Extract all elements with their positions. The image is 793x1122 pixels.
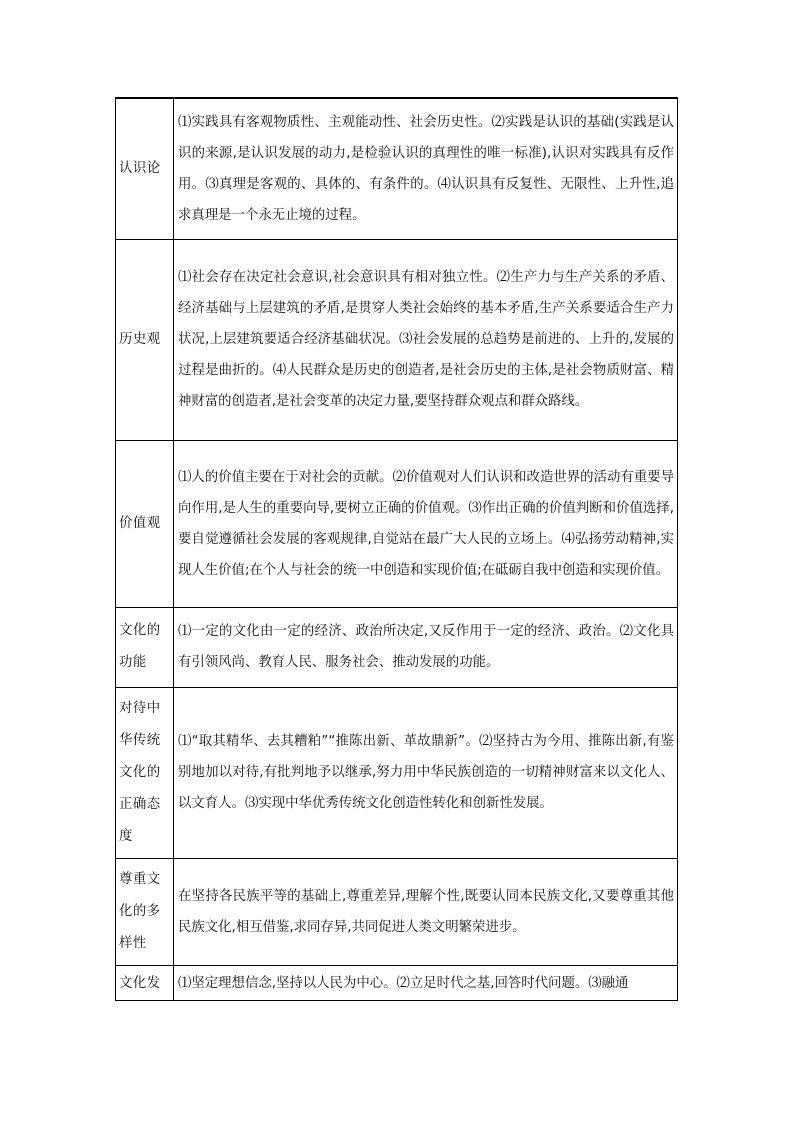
row-topic: 尊重文化的多样性	[116, 858, 174, 965]
row-topic: 文化的功能	[116, 607, 174, 687]
row-topic: 认识论	[116, 98, 174, 239]
table-row	[116, 607, 678, 687]
row-content	[174, 965, 678, 1000]
table-row	[116, 440, 678, 607]
row-topic: 历史观	[116, 239, 174, 440]
row-content: ⑴人的价值主要在于对社会的贡献。⑵价值观对人们认识和改造世界的活动有重要导向作用,是人生的重要向导,要树立正确的价值观。⑶作出正确的价值判断和价值选择,要自觉遵循社会发展的客观规律,自觉站在最广大人民的立场上。⑷弘扬劳动精神,实现人生价值;在个人与社会的统一中创造和实现价值;在砥砺自我中创造和实现价值。	[174, 440, 678, 607]
row-content: ⑴“取其精华、去其糟粕”“推陈出新、革故鼎新”。⑵坚持古为今用、推陈出新,有鉴别地加以对待,有批判地予以继承,努力用中华民族创造的一切精神财富来以文化人、以文育人。⑶实现中华优秀传统文化创造性转化和创新性发展。	[174, 687, 678, 858]
table-row	[116, 858, 678, 965]
row-content: 在坚持各民族平等的基础上,尊重差异,理解个性,既要认同本民族文化,又要尊重其他民族文化,相互借鉴,求同存异,共同促进人类文明繁荣进步。	[174, 858, 678, 965]
row-content-text: ⑴坚定理想信念,坚持以人民为中心。⑵立足时代之基,回答时代问题。⑶融通	[178, 975, 629, 991]
knowledge-summary-table	[115, 97, 678, 1001]
table-row	[116, 687, 678, 858]
table-row	[116, 239, 678, 440]
row-topic: 对待中华传统文化的正确态度	[116, 687, 174, 858]
row-topic-text: 文化发	[119, 975, 161, 991]
row-content: ⑴社会存在决定社会意识,社会意识具有相对独立性。⑵生产力与生产关系的矛盾、经济基础与上层建筑的矛盾,是贯穿人类社会始终的基本矛盾,生产关系要适合生产力状况,上层建筑要适合经济基础状况。⑶社会发展的总趋势是前进的、上升的,发展的过程是曲折的。⑷人民群众是历史的创造者,是社会历史的主体,是社会物质财富、精神财富的创造者,是社会变革的决定力量,要坚持群众观点和群众路线。	[174, 239, 678, 440]
table-row	[116, 965, 678, 1000]
table-row	[116, 98, 678, 239]
row-content: ⑴实践具有客观物质性、主观能动性、社会历史性。⑵实践是认识的基础(实践是认识的来源,是认识发展的动力,是检验认识的真理性的唯一标准),认识对实践具有反作用。⑶真理是客观的、具体的、有条件的。⑷认识具有反复性、无限性、上升性,追求真理是一个永无止境的过程。	[174, 98, 678, 239]
row-topic: 价值观	[116, 440, 174, 607]
row-topic	[116, 965, 174, 1000]
row-content: ⑴一定的文化由一定的经济、政治所决定,又反作用于一定的经济、政治。⑵文化具有引领风尚、教育人民、服务社会、推动发展的功能。	[174, 607, 678, 687]
